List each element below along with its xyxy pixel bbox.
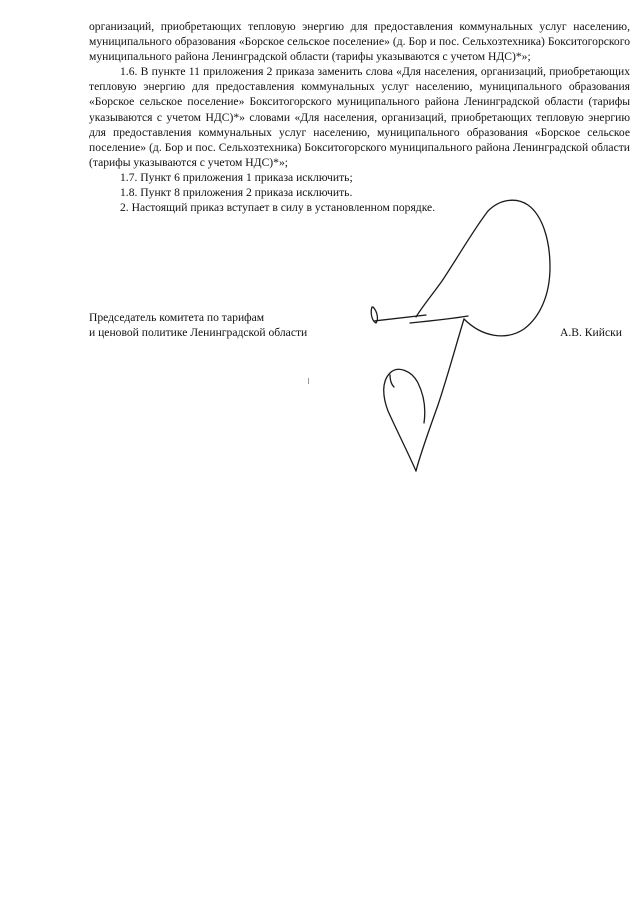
signer-position-line-2: и ценовой политике Ленинградской области: [89, 326, 308, 340]
document-body: [89, 19, 630, 215]
paragraph-1-7: 1.7. Пункт 6 приложения 1 приказа исключить;: [120, 170, 353, 184]
paragraph-2: 2. Настоящий приказ вступает в силу в установленном порядке.: [120, 201, 436, 215]
handwritten-signature: [360, 195, 570, 480]
scan-artifact: [308, 378, 309, 384]
paragraph-1-8: 1.8. Пункт 8 приложения 2 приказа исключить.: [120, 186, 353, 200]
signer-name: А.В. Кийски: [560, 326, 622, 339]
paragraph-1-6: 1.6. В пункте 11 приложения 2 приказа заменить слова «Для населения, организаций, приобретающих тепловую энергию для предоставления коммунальных услуг населению, муниципального образования «Борское сельское поселение» Бокситогорского муниципального района Ленинградской области (тарифы указываются с учетом НДС)*» словами «Для населения, организаций, приобретающих тепловую энергию для предоставления коммунальных услуг населению, муниципального образования «Борское сельское поселение» (д. Бор и пос. Сельхозтехника) Бокситогорского муниципального района Ленинградской области (тарифы указываются с учетом НДС)*»;: [89, 65, 630, 169]
signer-position: [89, 310, 389, 340]
paragraph-continuation: организаций, приобретающих тепловую энергию для предоставления коммунальных услуг населению, муниципального образования «Борское сельское поселение» (д. Бор и пос. Сельхозтехника) Бокситогорского муниципального района Ленинградской области (тарифы указываются с учетом НДС)*»;: [89, 20, 630, 64]
signer-position-line-1: Председатель комитета по тарифам: [89, 311, 265, 324]
